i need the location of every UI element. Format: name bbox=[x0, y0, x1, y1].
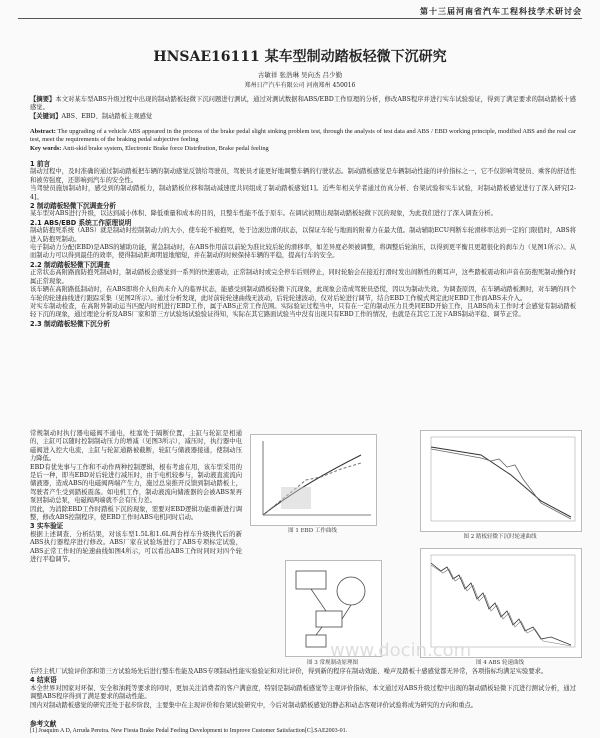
conference-header: 第十三届河南省汽车工程科技学术研讨会 bbox=[420, 6, 582, 16]
fig2-frame bbox=[431, 437, 575, 521]
section-4-heading: 4 结束语 bbox=[30, 676, 57, 685]
section-2-heading: 2 制动踏板轻微下沉调查分析 bbox=[30, 202, 117, 211]
section-3-heading: 3 实车验证 bbox=[30, 522, 64, 531]
body-left-column bbox=[30, 430, 242, 565]
figure-1-plot bbox=[251, 435, 376, 525]
section-1-heading: 1 前言 bbox=[30, 160, 51, 168]
section-2-1-heading: 2.1 ABS/EBD 系统工作原理说明 bbox=[30, 218, 132, 227]
section-2-1-para-1: 制动防抱死系统（ABS）就是制动时控制制动力的大小，使车轮不被抱死，处于边滚边滑的状态，以保证车轮与地面的附着力在最大值。制动辅助ECU判断车轮滑移率达到一定的门限值时，ABS将进入防抱死制动。 bbox=[30, 227, 576, 243]
figure-2-caption: 图 2 踏板轻微下沉时轮速曲线 bbox=[463, 534, 537, 540]
abstract-cn-text: 本文对某车型ABS升级过程中出现的制动踏板轻微下沉问题进行测试，通过对测试数据和ABS/EBD工作原理的分析，修改ABS程序并进行实车试验验证，得到了满足要求的制动踏板十感感觉。 bbox=[30, 96, 576, 112]
section-2-3-para-3: 因此，为消除EBD工作时踏板下沉的现象，需要对EBD逻辑功能重新进行调整，修改ABS控制程序，使EBD工作时ABS电机同时启动。 bbox=[30, 505, 242, 522]
keywords-en-label: Key words: bbox=[30, 144, 62, 152]
section-1-para-1: 制动过程中，及时准确的通过制动踏板把车辆的制动感觉反馈给驾驶员，驾驶员才能更好地调整车辆的行驶状态。制动踏板感觉是车辆制动性能的评价指标之一，它不仅影响驾驶员、乘客的舒适性和被劳强度，还影响到汽车的安全性。 bbox=[30, 168, 576, 184]
body-top bbox=[30, 160, 576, 328]
references bbox=[30, 718, 580, 734]
figure-3-caption: 图 3 常规制动原理图 bbox=[307, 660, 358, 666]
abstract-en-text: The upgrading of a vehicle ABS appeared in the process of the brake pedal slight sinking problem test, through the analysis of test data and ABS / EBD working principle, modified ABS and the real car test, meet the requirements of the braking pedal subjective feeling bbox=[30, 128, 576, 144]
figure-1 bbox=[250, 434, 377, 526]
section-3-para-1: 根据上述调查、分析结果，对该车型1.5L和1.6L两台样车升级换代后的新ABS执行器程序进行修改。ABS厂家在试验场进行了ABS专项标定试验，ABS正常工作时的轮速曲线如图4所示，可以看出ABS工作时同时对四个轮进行平稳调节。 bbox=[30, 530, 242, 564]
fig3-wheel bbox=[337, 577, 365, 605]
keywords-cn-text: ABS、EBD、制动踏板主观感觉 bbox=[61, 112, 153, 120]
section-2-2-para-3: 对实车制动检查，在高附异制动运当匹配内时机进行EBD工作，属于ABS正常工作范围。实际验证过程当中，只有在一定的制动压力且类同EBD开始工作，且ABS尚未工作时才会感觉有制动踏板轻下沉的现象，通过理论分析及ABS厂家和第三方试验场试验验证得知，实际在其它路面试验当中没有出现只有EBD工作的情况，也就是在其它工况下ABS制动平稳、调节正常。 bbox=[30, 302, 576, 319]
fig1-shaded-region bbox=[281, 487, 311, 509]
references-heading: 参考文献 bbox=[30, 720, 57, 728]
affiliation: 郑州日产汽车有限公司 河南郑州 450016 bbox=[244, 82, 356, 89]
section-2-2-para-1: 正常状态高附路面防抱死制动时，制动踏板会感觉到一系列的快速震动，正常制动时或完全停车后则停止，同时轮胎会在接近打滑时发出间断性的刺耳声，这些踏板震动和声音在防抱死制动操作时属正常现象。 bbox=[30, 269, 576, 285]
figure-1-caption: 图 1 EBD 工作曲线 bbox=[288, 528, 337, 534]
section-2-2-para-2: 该车辆在高附路低制动时，在ABS即将介入但尚未介入的临界状态，能感受到制动踏板轻微下沉现象，此现象会造成驾驶员恐慌，因以为制动失效。为调查原因，在车辆动踏板测时，对车辆的四个车轮的轮速曲线进行跟踪采集（见图2所示）。通过分析发现，此时前轮轮速曲线无波动，后轮轮速波动，仅对后轮进行调节，结合EBD工作模式判定此时EBD工作而ABS未介入。 bbox=[30, 286, 576, 302]
section-1-para-2: 当驾驶员施加制动时，感受到的制动踏板力，制动踏板位移和制动减速度共同组成了制动踏板感觉[1]。近些年相关学者通过仿真分析、台架试验和实车试验，对制动踏板感觉进行了深入研究[2-4]。 bbox=[30, 185, 576, 201]
fig1-ebd-curve bbox=[263, 463, 361, 515]
fig3-pipe-3 bbox=[316, 627, 322, 635]
figure-2 bbox=[420, 430, 582, 532]
fig3-actuator bbox=[316, 611, 342, 627]
section-4-para-1: 本全世界对国家对环保、安全和油耗等要求的同时，更加关注消费者的客户满意度，特别是制动踏板感觉等主观评价指标，本文通过对ABS升级过程中出现的制动踏板轻微下沉进行测试分析，通过调整ABS程序得到了满足要求的制动性能。 bbox=[30, 684, 576, 701]
fig2-front-wheel-speed bbox=[431, 447, 571, 517]
fig2-rear-wheel-speed bbox=[431, 449, 571, 519]
section-2-3-heading: 2.3 制动踏板轻微下沉分析 bbox=[30, 319, 110, 328]
section-3-para-2: 后经主机厂试验评价部和第三方试验场先后进行整车性能及ABS专项制动性能实验验证和对比评价，得到新的程序在制动效能、噪声及踏板十感感觉都无异常，各项指标均满足实验要求。 bbox=[30, 668, 548, 675]
paper-title: HNSAE16111 某车型制动踏板轻微下沉研究 bbox=[153, 49, 447, 65]
fig4-frame bbox=[431, 555, 575, 647]
section-2-1-para-2: 电子制动力分配(EBD)是ABS的辅助功能，紧急制动时，在ABS作用前以前轮为准比较后轮的滑移率，如差异度必须被调整，将调整后轮油压，以得到更平衡且更超很化的刹车力（见图1所示）。从而制动力可以得到最佳的效率，使得制动距离明显地缩短，并在制动的时候保持车辆的平稳，提高行车的安全。 bbox=[30, 244, 576, 260]
keywords-en-text: Anti-skid brake system, Electronic Brake force Distribution, Brake pedal feeling bbox=[62, 144, 269, 152]
section-2-2-heading: 2.2 制动踏板轻微下沉调查 bbox=[30, 260, 110, 269]
fig1-ideal-curve bbox=[263, 455, 361, 515]
fig3-master-cylinder bbox=[296, 571, 326, 589]
figure-2-plot bbox=[421, 431, 581, 531]
fig3-reservoir bbox=[306, 635, 326, 647]
abstract-cn-label: 【摘要】 bbox=[30, 96, 56, 103]
abstract-en-label: Abstract: bbox=[30, 128, 56, 135]
section-4-para-2: 国内对制动踏板感觉的研究还处于起步阶段，主要集中在主现评价和台架试验研究中，今后对制动踏板感觉的静态和动态客观评价试验将成为研究的方向和重点。 bbox=[30, 701, 478, 709]
fig3-pipe-1 bbox=[311, 589, 326, 611]
section-2-para: 某车型对ABS进行升级，以达到减小体积、降低重量和成本的目的，且整车性能不低于原车。在调试初期出现制动踏板轻微下沉的现象，为此我们进行了深入调查分析。 bbox=[30, 210, 497, 218]
section-2-3-para-1: 常规制动时执行器电磁阀不通电，柱塞处于隔断位置，主缸与轮缸是相通的，主缸可以随时控制制动压力的增减（见图3所示），减压时，执行器中电磁阀进入控大电流，主缸与轮缸通路被截断，轮缸与储液器接通，使制动压力降低。 bbox=[30, 430, 242, 463]
body-bottom bbox=[30, 668, 576, 710]
section-2-3-para-2: EBD有优先事与工作和不动作两种控制逻辑，根布考虑在用，该车型采用的是后一种，即当EBD对后轮进行减压时，由于电机较参与，制动液直流流向储液器，造成ABS的电磁阀两端产生力，施过总泉推开反馈到制动踏板上，驾驶者产生受到踏板震荡。如电机工作，制动液流向储液器的会被ABS泵再泵回制动总泵，电磁阀两端就不会有压力差。 bbox=[30, 463, 242, 505]
fig3-pipe-2 bbox=[342, 605, 351, 619]
reference-1: [1] Joaquim A D, Arruda Pereira. New Fiesta Brake Pedal Feeling Development to Improve Customer Satisfaction[C].SAE2003-01. bbox=[30, 728, 348, 734]
authors: 古敏祥 张浩琳 吴向杰 吕少勤 bbox=[257, 71, 343, 79]
header-rule bbox=[18, 18, 582, 19]
watermark: www.docin.com bbox=[330, 640, 472, 661]
abstract-cn bbox=[30, 96, 576, 121]
figure-4-caption: 图 4 ABS 轮速曲线 bbox=[475, 660, 525, 666]
keywords-cn-label: 【关键词】 bbox=[30, 112, 62, 120]
abstract-en bbox=[30, 128, 576, 153]
